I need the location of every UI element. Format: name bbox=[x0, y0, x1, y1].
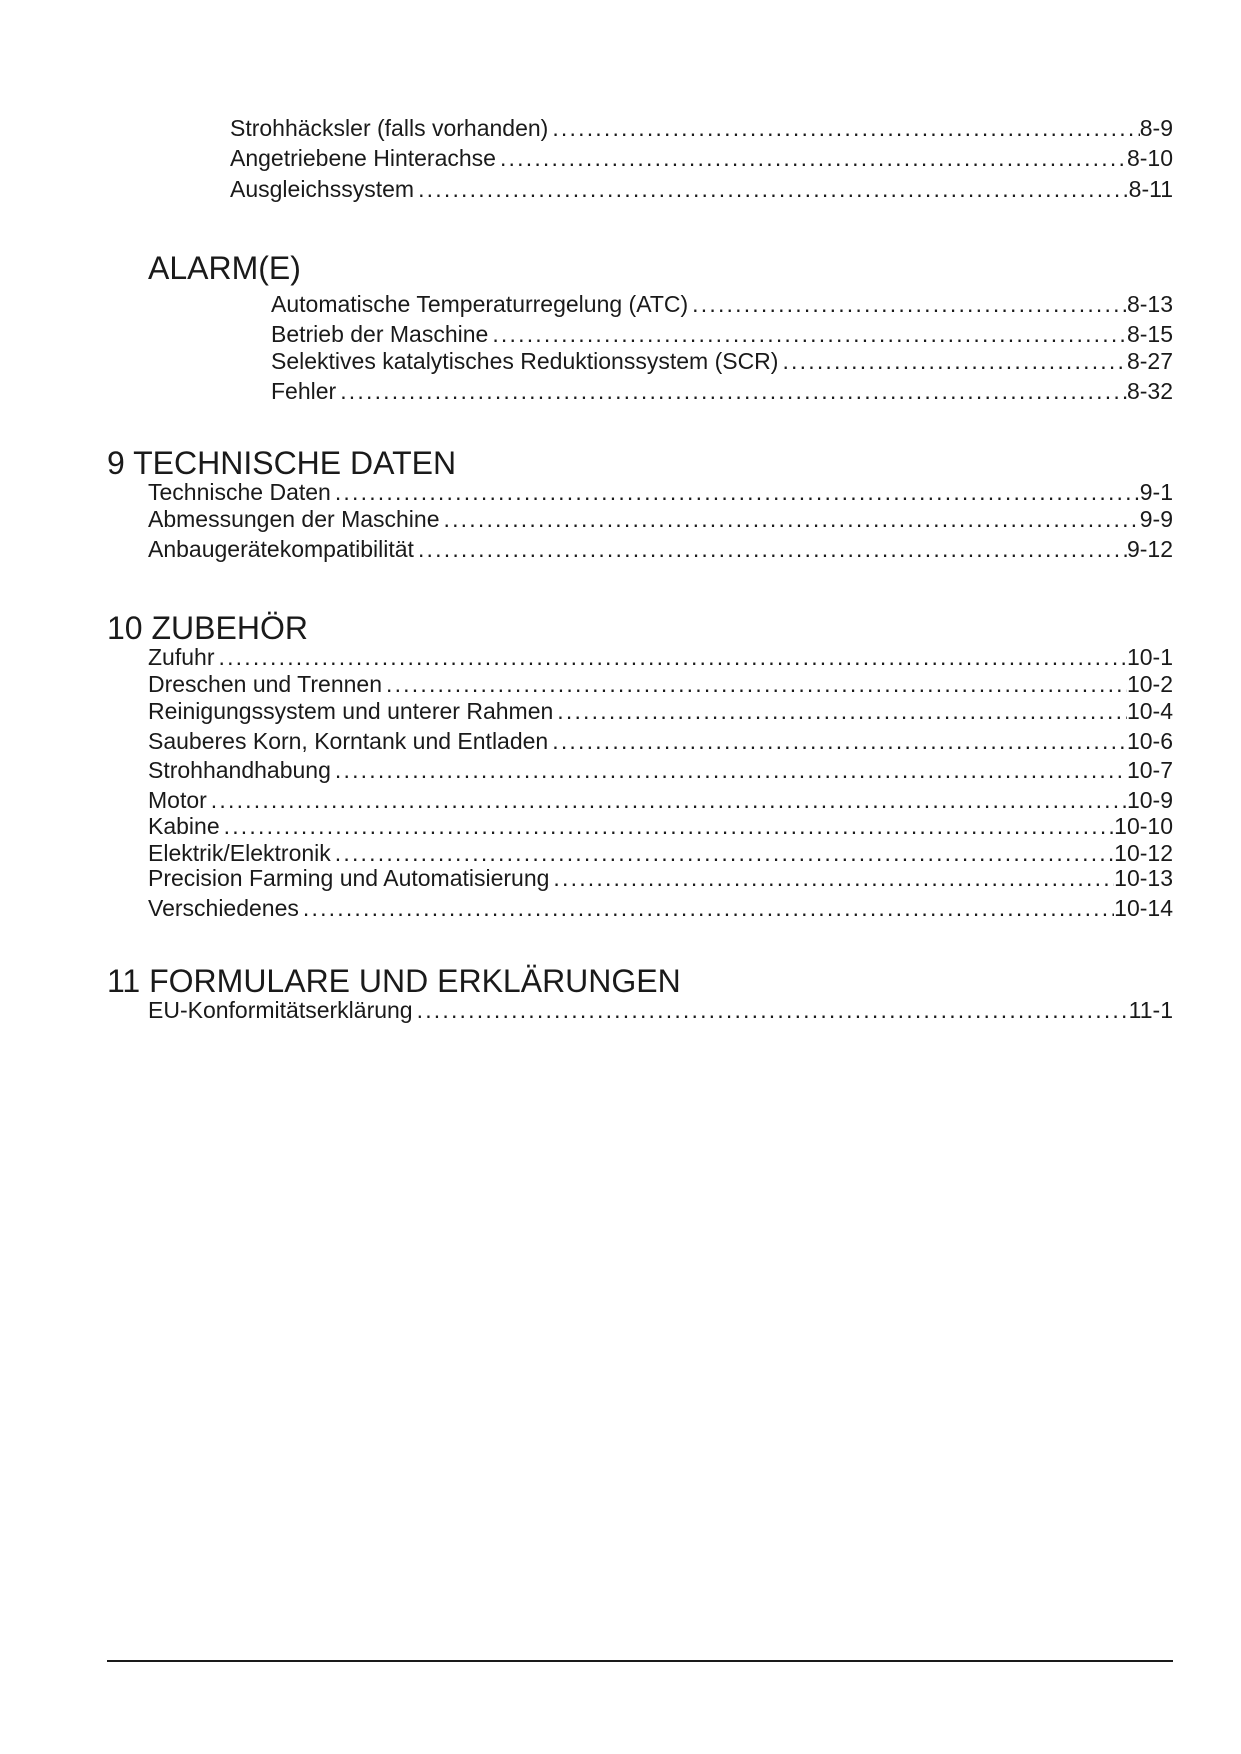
toc-entry-strohhaecksler[interactable] bbox=[230, 114, 1173, 142]
toc-entry-zufuhr[interactable] bbox=[148, 643, 1173, 671]
toc-entry-eu-konformitaetserklaerung[interactable] bbox=[148, 996, 1173, 1024]
dot-leader bbox=[778, 347, 1127, 375]
dot-leader bbox=[414, 175, 1129, 203]
toc-entry-title: Reinigungssystem und unterer Rahmen bbox=[148, 698, 554, 724]
toc-entry-page: 10-2 bbox=[1126, 671, 1173, 697]
toc-entry-title: Selektives katalytisches Reduktionssystem (SCR) bbox=[271, 348, 779, 374]
toc-entry-title: Elektrik/Elektronik bbox=[148, 840, 331, 866]
dot-leader bbox=[414, 535, 1127, 563]
toc-entry-dreschen-und-trennen[interactable] bbox=[148, 670, 1173, 698]
toc-entry-page: 8-15 bbox=[1126, 321, 1173, 347]
footer-divider bbox=[107, 1660, 1173, 1662]
toc-entry-elektrik-elektronik[interactable] bbox=[148, 839, 1173, 867]
toc-entry-page: 9-9 bbox=[1139, 506, 1173, 532]
section-heading-alarme: ALARM(E) bbox=[148, 250, 301, 286]
chapter-heading-technische-daten: 9 TECHNISCHE DATEN bbox=[107, 445, 457, 481]
toc-entry-verschiedenes[interactable] bbox=[148, 894, 1173, 922]
dot-leader bbox=[299, 894, 1114, 922]
toc-entry-title: Automatische Temperaturregelung (ATC) bbox=[271, 291, 689, 317]
toc-entry-title: Precision Farming und Automatisierung bbox=[148, 865, 550, 891]
toc-entry-anbaugeraetekompatibilitaet[interactable] bbox=[148, 535, 1173, 563]
toc-entry-fehler[interactable] bbox=[271, 377, 1173, 405]
toc-entry-title: Dreschen und Trennen bbox=[148, 671, 382, 697]
toc-entry-page: 8-27 bbox=[1126, 348, 1173, 374]
toc-entry-title: Strohhandhabung bbox=[148, 757, 331, 783]
toc-entry-page: 8-32 bbox=[1126, 378, 1173, 404]
toc-entry-kabine[interactable] bbox=[148, 812, 1173, 840]
toc-entry-page: 10-14 bbox=[1114, 895, 1173, 921]
toc-entry-title: Strohhäcksler (falls vorhanden) bbox=[230, 115, 549, 141]
toc-entry-page: 10-7 bbox=[1126, 757, 1173, 783]
toc-entry-page: 8-11 bbox=[1128, 176, 1173, 202]
dot-leader bbox=[336, 377, 1127, 405]
toc-entry-ausgleichssystem[interactable] bbox=[230, 175, 1173, 203]
dot-leader bbox=[688, 290, 1127, 318]
toc-entry-title: Kabine bbox=[148, 813, 220, 839]
dot-leader bbox=[548, 727, 1127, 755]
dot-leader bbox=[331, 478, 1140, 506]
dot-leader bbox=[440, 505, 1140, 533]
toc-entry-title: Verschiedenes bbox=[148, 895, 299, 921]
toc-entry-title: Fehler bbox=[271, 378, 337, 404]
toc-entry-page: 10-1 bbox=[1126, 644, 1173, 670]
toc-entry-title: Motor bbox=[148, 787, 207, 813]
dot-leader bbox=[413, 996, 1129, 1024]
toc-entry-title: Zufuhr bbox=[148, 644, 215, 670]
toc-entry-page: 10-13 bbox=[1114, 865, 1173, 891]
dot-leader bbox=[331, 756, 1127, 784]
toc-entry-page: 10-4 bbox=[1126, 698, 1173, 724]
toc-entry-page: 10-10 bbox=[1114, 813, 1173, 839]
toc-entry-atc[interactable] bbox=[271, 290, 1173, 318]
dot-leader bbox=[549, 864, 1114, 892]
toc-entry-title: Sauberes Korn, Korntank und Entladen bbox=[148, 728, 549, 754]
toc-entry-abmessungen[interactable] bbox=[148, 505, 1173, 533]
toc-entry-page: 9-12 bbox=[1126, 536, 1173, 562]
dot-leader bbox=[382, 670, 1127, 698]
toc-entry-page: 10-12 bbox=[1114, 840, 1173, 866]
toc-entry-precision-farming[interactable] bbox=[148, 864, 1173, 892]
dot-leader bbox=[331, 839, 1114, 867]
dot-leader bbox=[548, 114, 1139, 142]
toc-entry-page: 8-13 bbox=[1126, 291, 1173, 317]
toc-entry-page: 10-9 bbox=[1126, 787, 1173, 813]
toc-entry-title: Anbaugerätekompatibilität bbox=[148, 536, 414, 562]
toc-entry-technische-daten[interactable] bbox=[148, 478, 1173, 506]
toc-entry-scr[interactable] bbox=[271, 347, 1173, 375]
chapter-heading-zubehoer: 10 ZUBEHÖR bbox=[107, 610, 308, 646]
toc-entry-title: Ausgleichssystem bbox=[230, 176, 415, 202]
toc-entry-title: Betrieb der Maschine bbox=[271, 321, 489, 347]
dot-leader bbox=[220, 812, 1115, 840]
toc-entry-title: Technische Daten bbox=[148, 479, 331, 505]
toc-entry-reinigungssystem[interactable] bbox=[148, 697, 1173, 725]
toc-entry-motor[interactable] bbox=[148, 786, 1173, 814]
toc-entry-page: 8-9 bbox=[1139, 115, 1173, 141]
toc-entry-title: Abmessungen der Maschine bbox=[148, 506, 440, 532]
toc-entry-angetriebene-hinterachse[interactable] bbox=[230, 144, 1173, 172]
chapter-heading-formulare: 11 FORMULARE UND ERKLÄRUNGEN bbox=[107, 963, 681, 999]
dot-leader bbox=[214, 643, 1126, 671]
toc-entry-page: 11-1 bbox=[1128, 997, 1173, 1023]
toc-entry-sauberes-korn[interactable] bbox=[148, 727, 1173, 755]
toc-entry-page: 8-10 bbox=[1126, 145, 1173, 171]
toc-entry-page: 10-6 bbox=[1126, 728, 1173, 754]
toc-entry-strohhandhabung[interactable] bbox=[148, 756, 1173, 784]
toc-entry-title: EU-Konformitätserklärung bbox=[148, 997, 413, 1023]
dot-leader bbox=[207, 786, 1127, 814]
dot-leader bbox=[488, 320, 1127, 348]
toc-entry-betrieb-der-maschine[interactable] bbox=[271, 320, 1173, 348]
dot-leader bbox=[496, 144, 1127, 172]
dot-leader bbox=[553, 697, 1127, 725]
toc-entry-title: Angetriebene Hinterachse bbox=[230, 145, 496, 171]
toc-entry-page: 9-1 bbox=[1139, 479, 1173, 505]
